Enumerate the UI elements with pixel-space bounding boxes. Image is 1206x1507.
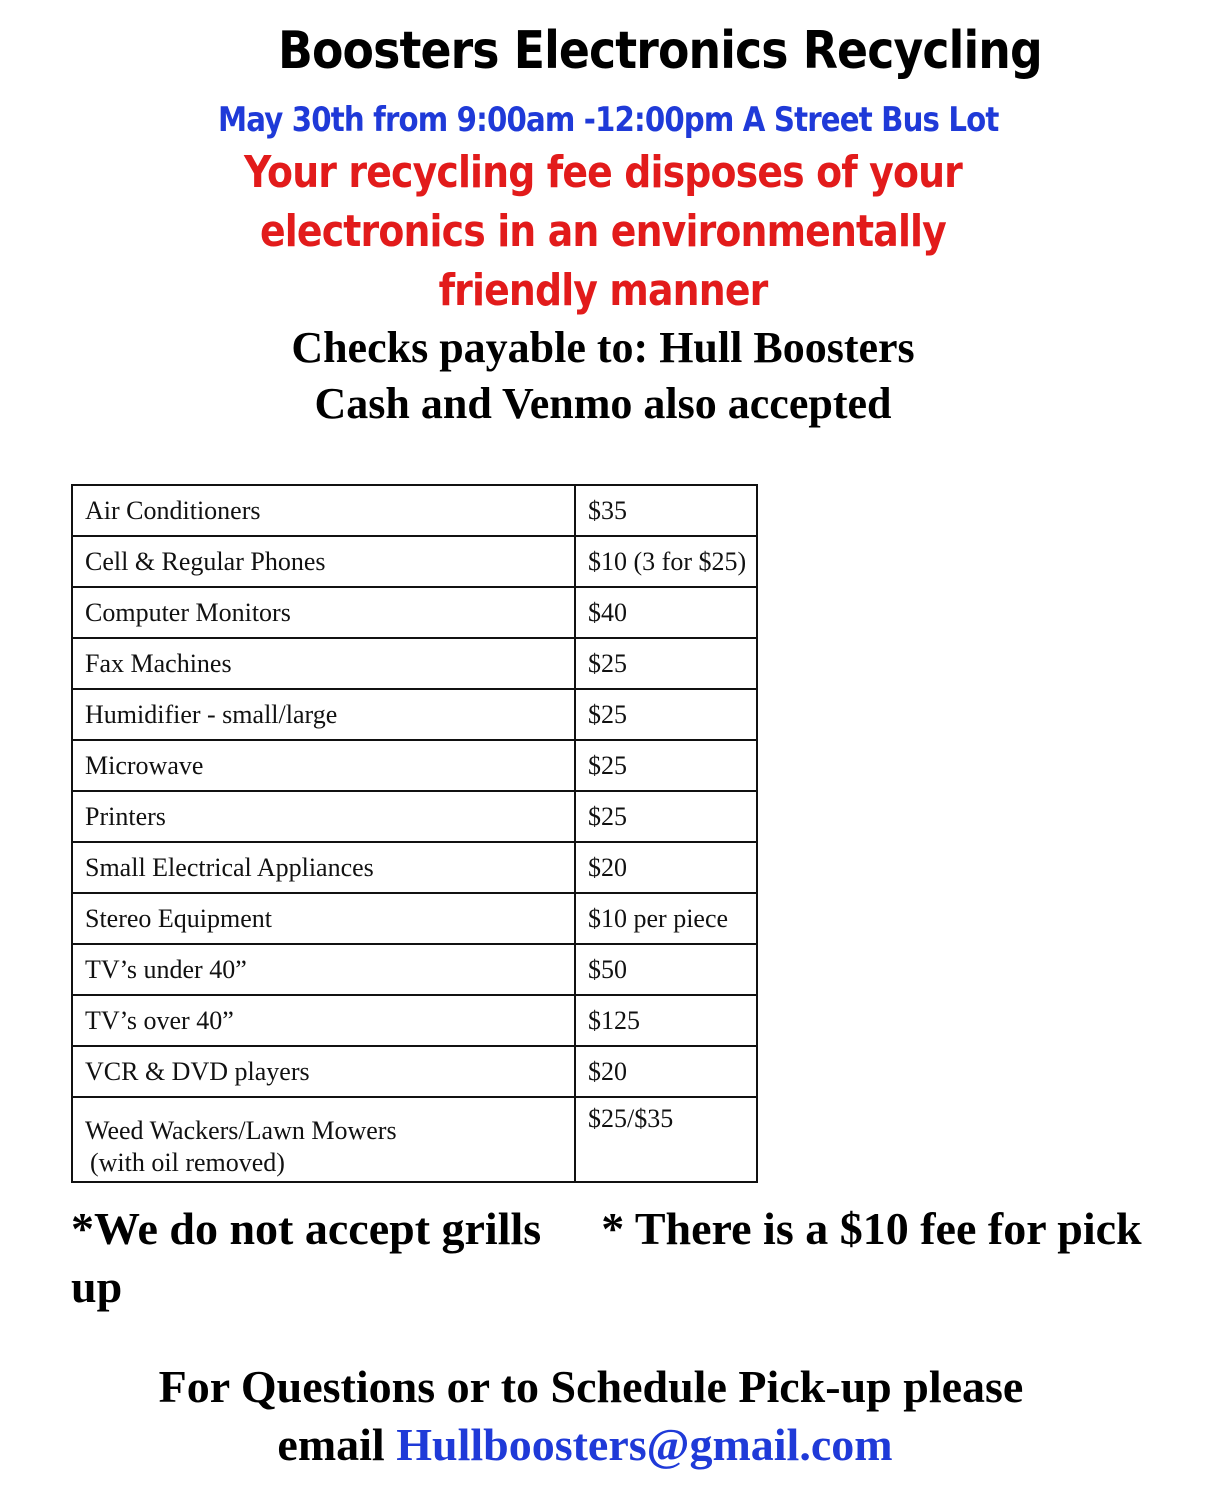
item-cell: Fax Machines xyxy=(72,638,575,689)
table-row xyxy=(72,995,757,1046)
table-row xyxy=(72,689,757,740)
price-cell: $25 xyxy=(575,791,757,842)
fee-statement-line-2 xyxy=(84,203,1121,261)
price-cell: $25 xyxy=(575,740,757,791)
item-cell: Computer Monitors xyxy=(72,587,575,638)
fee-statement-line-3 xyxy=(84,262,1121,320)
price-cell: $25 xyxy=(575,638,757,689)
table-row xyxy=(72,791,757,842)
table-row xyxy=(72,740,757,791)
policy-notes xyxy=(71,1200,1151,1316)
table-row xyxy=(72,536,757,587)
price-cell: $35 xyxy=(575,485,757,536)
price-cell: $10 per piece xyxy=(575,893,757,944)
price-cell: $50 xyxy=(575,944,757,995)
price-cell: $10 (3 for $25) xyxy=(575,536,757,587)
item-name: Weed Wackers/Lawn Mowers xyxy=(85,1116,397,1145)
price-cell: $20 xyxy=(575,842,757,893)
table-row xyxy=(72,485,757,536)
pickup-fee-note: * There is a $10 fee for pick up xyxy=(71,1203,1142,1312)
item-cell: Stereo Equipment xyxy=(72,893,575,944)
price-cell: $40 xyxy=(575,587,757,638)
contact-email-link[interactable]: Hullboosters@gmail.com xyxy=(396,1419,893,1470)
contact-line: For Questions or to Schedule Pick-up please xyxy=(158,1361,1024,1412)
event-date-location: May 30th from 9:00am -12:00pm A Street Bus Lot xyxy=(218,100,999,140)
table-row xyxy=(72,944,757,995)
item-cell: Printers xyxy=(72,791,575,842)
item-cell: Air Conditioners xyxy=(72,485,575,536)
item-cell: Microwave xyxy=(72,740,575,791)
table-row xyxy=(72,1046,757,1097)
fee-statement-text-1: Your recycling fee disposes of your xyxy=(243,147,962,198)
no-grills-note: *We do not accept grills xyxy=(71,1203,542,1254)
page-title: Boosters Electronics Recycling xyxy=(278,21,1042,81)
item-cell: Humidifier - small/large xyxy=(72,689,575,740)
item-cell: Small Electrical Appliances xyxy=(72,842,575,893)
checks-payable-line: Checks payable to: Hull Boosters xyxy=(291,323,915,372)
item-cell xyxy=(72,1097,575,1182)
fee-statement-line-1 xyxy=(84,144,1121,202)
table-row xyxy=(72,1097,757,1182)
contact-email-line xyxy=(0,1416,1188,1474)
table-row xyxy=(72,587,757,638)
price-cell: $25 xyxy=(575,689,757,740)
contact-email-prefix: email xyxy=(277,1419,385,1470)
item-cell: TV’s under 40” xyxy=(72,944,575,995)
price-cell: $125 xyxy=(575,995,757,1046)
item-cell: VCR & DVD players xyxy=(72,1046,575,1097)
price-table xyxy=(71,484,758,1183)
price-cell: $20 xyxy=(575,1046,757,1097)
item-cell: TV’s over 40” xyxy=(72,995,575,1046)
table-row xyxy=(72,638,757,689)
price-cell: $25/$35 xyxy=(575,1097,757,1182)
payment-methods-line: Cash and Venmo also accepted xyxy=(314,379,892,428)
item-cell: Cell & Regular Phones xyxy=(72,536,575,587)
fee-statement-text-3: friendly manner xyxy=(438,265,768,316)
item-note: (with oil removed) xyxy=(90,1148,285,1177)
table-row xyxy=(72,842,757,893)
fee-statement-text-2: electronics in an environmentally xyxy=(260,206,946,257)
table-row xyxy=(72,893,757,944)
